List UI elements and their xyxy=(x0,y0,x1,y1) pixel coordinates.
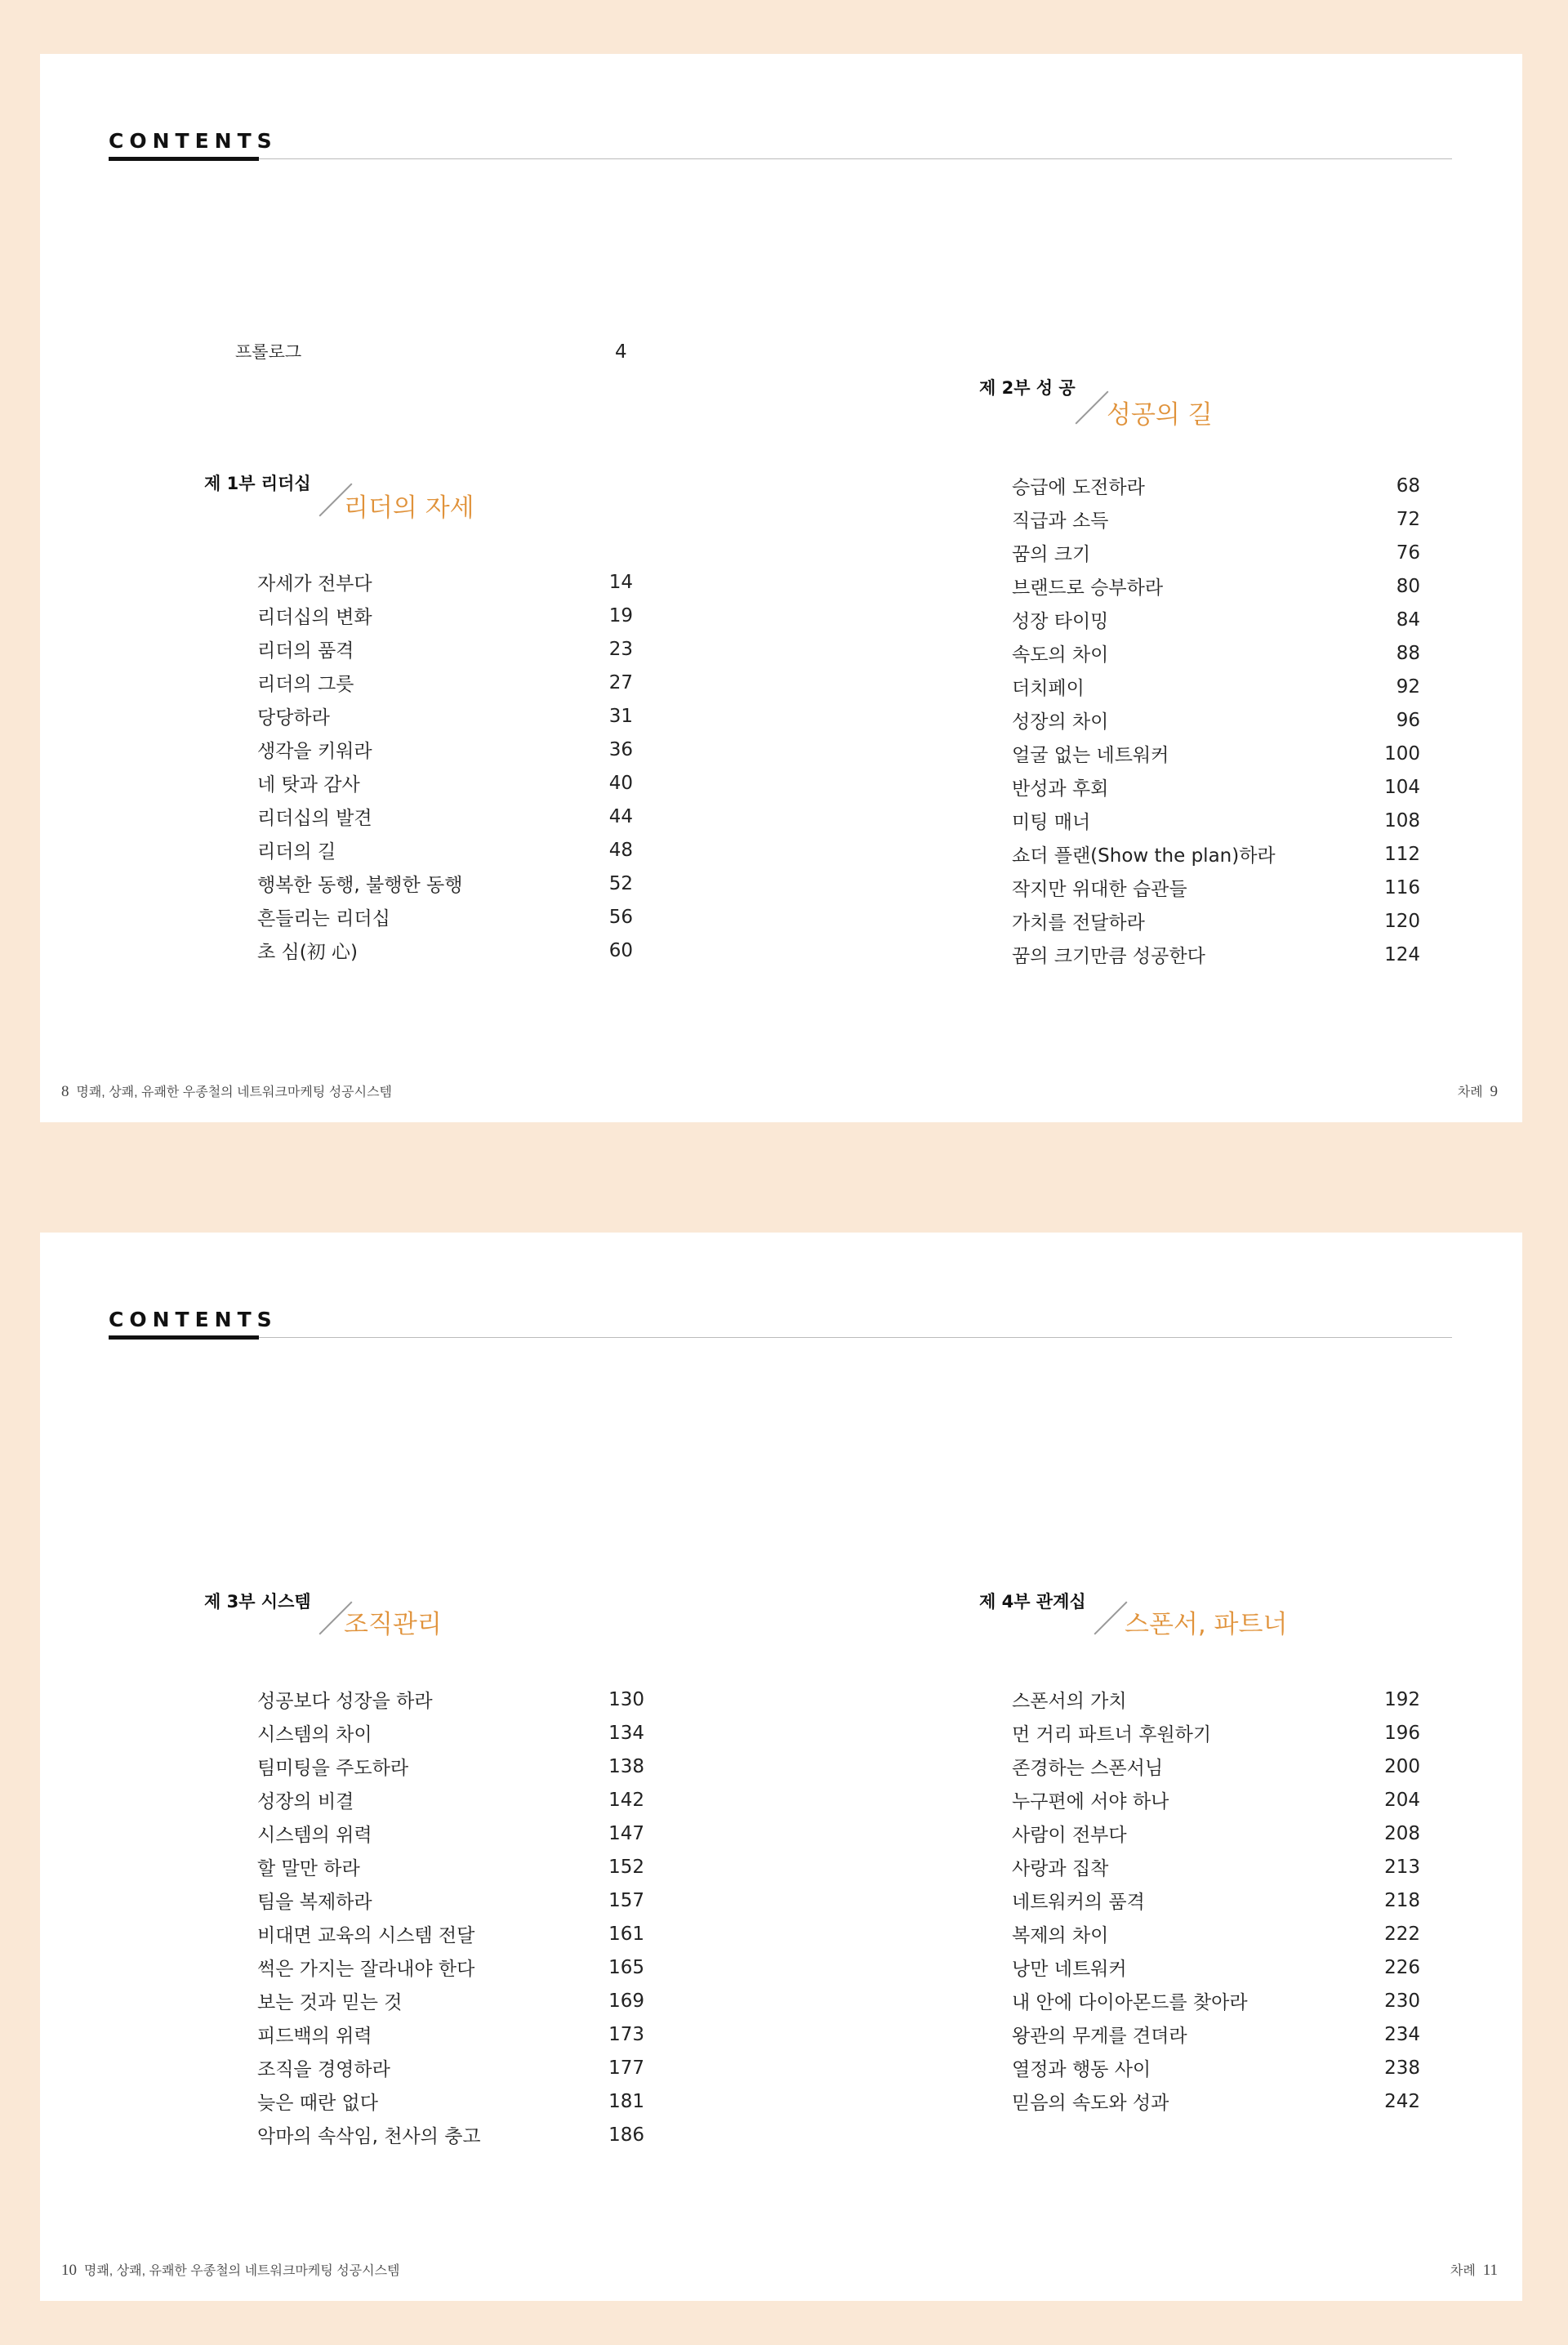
toc-entry-title: 반성과 후회 xyxy=(1012,778,1109,800)
toc-entry-title: 조직을 경영하라 xyxy=(257,2059,390,2080)
toc-entry xyxy=(257,635,633,669)
toc-entry-page: 36 xyxy=(608,739,633,760)
toc-entry-title: 성장의 차이 xyxy=(1012,711,1109,733)
toc-entry xyxy=(257,870,633,903)
toc-entry xyxy=(257,2088,644,2121)
toc-entry-title: 믿음의 속도와 성과 xyxy=(1012,2093,1169,2114)
toc-entry xyxy=(1012,1686,1420,1719)
toc-entry-title: 할 말만 하라 xyxy=(257,1858,360,1879)
footer-left xyxy=(61,1081,392,1101)
toc-entry-page: 84 xyxy=(1396,609,1420,631)
part-title: 스폰서, 파트너 xyxy=(1125,1610,1288,1639)
toc-entry xyxy=(1012,1786,1420,1820)
toc-entry-title: 팀미팅을 주도하라 xyxy=(257,1758,409,1779)
page-number: 11 xyxy=(1482,2262,1498,2279)
toc-entry xyxy=(1012,1887,1420,1920)
toc-entry-page: 230 xyxy=(1384,1991,1420,2012)
toc-entry-title: 썩은 가지는 잘라내야 한다 xyxy=(257,1959,475,1980)
toc-entry-title: 리더십의 발견 xyxy=(257,808,372,829)
prologue-title: 프롤로그 xyxy=(235,342,302,362)
toc-entry-page: 23 xyxy=(608,639,633,660)
toc-entry-page: 222 xyxy=(1384,1924,1420,1945)
toc-entry-title: 리더십의 변화 xyxy=(257,607,372,628)
toc-entry-title: 비대면 교육의 시스템 전달 xyxy=(257,1925,475,1946)
toc-entry xyxy=(257,602,633,635)
toc-entry-page: 19 xyxy=(608,605,633,626)
footer-right xyxy=(1450,2260,1498,2280)
toc-entry xyxy=(1012,907,1420,941)
toc-entry-page: 192 xyxy=(1384,1689,1420,1710)
toc-entry xyxy=(1012,472,1420,506)
toc-list-part2 xyxy=(1012,472,1420,974)
toc-entry-page: 68 xyxy=(1396,475,1420,497)
part-label: 제 2부 성 공 xyxy=(979,378,1076,398)
toc-entry xyxy=(257,2021,644,2054)
toc-entry-title: 속도의 차이 xyxy=(1012,644,1109,666)
toc-entry-page: 200 xyxy=(1384,1756,1420,1777)
toc-entry-title: 쇼더 플랜(Show the plan)하라 xyxy=(1012,845,1276,867)
contents-spread-2 xyxy=(40,1233,1522,2301)
toc-entry-title: 피드백의 위력 xyxy=(257,2026,372,2047)
toc-entry xyxy=(257,1887,644,1920)
part-title: 성공의 길 xyxy=(1107,400,1213,430)
toc-entry-title: 먼 거리 파트너 후원하기 xyxy=(1012,1724,1212,1745)
toc-entry-page: 80 xyxy=(1396,576,1420,597)
toc-entry-title: 브랜드로 승부하라 xyxy=(1012,577,1164,599)
header-underline-bar xyxy=(109,1335,259,1340)
toc-entry-page: 161 xyxy=(608,1924,644,1945)
toc-list-part1 xyxy=(257,568,633,970)
toc-entry xyxy=(1012,1753,1420,1786)
toc-entry-page: 112 xyxy=(1384,844,1420,865)
toc-entry-title: 사랑과 집착 xyxy=(1012,1858,1109,1879)
toc-entry-page: 134 xyxy=(608,1723,644,1744)
toc-entry-page: 204 xyxy=(1384,1790,1420,1811)
toc-entry-title: 네 탓과 감사 xyxy=(257,774,360,796)
toc-entry-page: 108 xyxy=(1384,810,1420,831)
toc-entry-page: 44 xyxy=(608,806,633,827)
toc-entry-title: 승급에 도전하라 xyxy=(1012,477,1145,498)
toc-entry-page: 14 xyxy=(608,572,633,593)
toc-entry xyxy=(1012,807,1420,840)
toc-entry xyxy=(257,702,633,736)
toc-entry xyxy=(257,2121,644,2155)
toc-entry xyxy=(1012,573,1420,606)
toc-entry xyxy=(1012,840,1420,874)
toc-entry-page: 181 xyxy=(608,2091,644,2112)
header-rule xyxy=(109,1337,1452,1338)
part-title: 리더의 자세 xyxy=(344,493,474,523)
toc-entry-title: 생각을 키워라 xyxy=(257,741,372,762)
toc-entry-title: 리더의 품격 xyxy=(257,640,354,662)
toc-entry xyxy=(1012,740,1420,773)
header-rule xyxy=(109,158,1452,159)
toc-entry xyxy=(1012,941,1420,974)
toc-entry-page: 96 xyxy=(1396,710,1420,731)
page-number: 10 xyxy=(61,2262,77,2279)
section-name: 차례 xyxy=(1450,2264,1476,2278)
toc-entry xyxy=(257,769,633,803)
contents-header: CONTENTS xyxy=(109,129,278,153)
toc-entry-page: 173 xyxy=(608,2024,644,2045)
toc-entry xyxy=(257,1920,644,1954)
toc-entry xyxy=(1012,2088,1420,2121)
toc-entry xyxy=(257,568,633,602)
toc-entry-page: 76 xyxy=(1396,542,1420,564)
toc-entry xyxy=(1012,2054,1420,2088)
toc-entry-title: 시스템의 위력 xyxy=(257,1825,372,1846)
toc-entry xyxy=(1012,1954,1420,1987)
part-label: 제 3부 시스템 xyxy=(204,1592,311,1612)
toc-entry-title: 누구편에 서야 하나 xyxy=(1012,1791,1169,1812)
toc-entry-title: 자세가 전부다 xyxy=(257,573,372,595)
toc-entry-title: 초 심(初 心) xyxy=(257,942,359,963)
toc-entry-page: 40 xyxy=(608,773,633,794)
toc-list-part3 xyxy=(257,1686,644,2155)
toc-entry xyxy=(257,1786,644,1820)
toc-list-part4 xyxy=(1012,1686,1420,2121)
toc-entry xyxy=(1012,874,1420,907)
part-label: 제 4부 관계십 xyxy=(979,1592,1086,1612)
toc-entry-title: 낭만 네트워커 xyxy=(1012,1959,1127,1980)
slash-divider xyxy=(1094,1601,1127,1634)
toc-entry-title: 미팅 매너 xyxy=(1012,812,1091,833)
toc-entry-page: 72 xyxy=(1396,509,1420,530)
toc-entry-title: 존경하는 스폰서님 xyxy=(1012,1758,1164,1779)
toc-entry-page: 165 xyxy=(608,1957,644,1978)
toc-entry-title: 꿈의 크기만큼 성공한다 xyxy=(1012,946,1205,967)
toc-entry-title: 악마의 속삭임, 천사의 충고 xyxy=(257,2126,481,2147)
toc-entry-title: 꿈의 크기 xyxy=(1012,544,1091,565)
toc-entry-page: 177 xyxy=(608,2057,644,2079)
toc-entry-title: 성장의 비결 xyxy=(257,1791,354,1812)
toc-entry-title: 작지만 위대한 습관들 xyxy=(1012,879,1187,900)
toc-entry xyxy=(1012,640,1420,673)
toc-entry xyxy=(1012,1920,1420,1954)
page-number: 9 xyxy=(1490,1083,1498,1100)
toc-entry-page: 27 xyxy=(608,672,633,693)
toc-entry-page: 238 xyxy=(1384,2057,1420,2079)
toc-entry xyxy=(257,1853,644,1887)
header-underline-bar xyxy=(109,157,259,161)
toc-entry-page: 56 xyxy=(608,907,633,928)
toc-entry xyxy=(257,1820,644,1853)
toc-entry-page: 100 xyxy=(1384,743,1420,765)
toc-entry xyxy=(257,1954,644,1987)
toc-entry-page: 130 xyxy=(608,1689,644,1710)
toc-entry-page: 208 xyxy=(1384,1823,1420,1844)
toc-entry-page: 120 xyxy=(1384,911,1420,932)
toc-entry-title: 왕관의 무게를 견뎌라 xyxy=(1012,2026,1187,2047)
toc-entry-title: 열정과 행동 사이 xyxy=(1012,2059,1152,2080)
toc-entry-page: 169 xyxy=(608,1991,644,2012)
toc-entry-page: 242 xyxy=(1384,2091,1420,2112)
toc-entry-page: 124 xyxy=(1384,944,1420,965)
book-title: 명쾌, 상쾌, 유쾌한 우종철의 네트워크마케팅 성공시스템 xyxy=(83,2264,400,2278)
toc-entry-title: 리더의 길 xyxy=(257,841,336,863)
toc-entry xyxy=(1012,506,1420,539)
toc-entry-title: 리더의 그릇 xyxy=(257,674,354,695)
toc-entry xyxy=(1012,673,1420,707)
toc-entry-title: 팀을 복제하라 xyxy=(257,1892,372,1913)
toc-entry xyxy=(257,1719,644,1753)
toc-entry-title: 보는 것과 믿는 것 xyxy=(257,1992,403,2013)
toc-entry-page: 88 xyxy=(1396,643,1420,664)
toc-entry xyxy=(257,803,633,836)
toc-entry-page: 52 xyxy=(608,873,633,894)
toc-entry-title: 사람이 전부다 xyxy=(1012,1825,1127,1846)
toc-entry-title: 내 안에 다이아몬드를 찾아라 xyxy=(1012,1992,1248,2013)
toc-entry-title: 네트워커의 품격 xyxy=(1012,1892,1145,1913)
toc-entry-title: 직급과 소득 xyxy=(1012,510,1109,532)
toc-entry-title: 성공보다 성장을 하라 xyxy=(257,1691,433,1712)
toc-entry-page: 226 xyxy=(1384,1957,1420,1978)
toc-entry-page: 142 xyxy=(608,1790,644,1811)
toc-entry-title: 흔들리는 리더십 xyxy=(257,908,390,930)
toc-entry xyxy=(1012,539,1420,573)
toc-entry-title: 당당하라 xyxy=(257,707,330,729)
part-label: 제 1부 리더십 xyxy=(204,474,311,493)
toc-entry-page: 92 xyxy=(1396,676,1420,698)
footer-right xyxy=(1458,1081,1498,1101)
toc-entry xyxy=(257,836,633,870)
toc-entry xyxy=(257,1686,644,1719)
toc-entry-page: 138 xyxy=(608,1756,644,1777)
contents-spread-1 xyxy=(40,54,1522,1122)
contents-header: CONTENTS xyxy=(109,1308,278,1331)
toc-entry-title: 스폰서의 가치 xyxy=(1012,1691,1127,1712)
toc-entry-page: 31 xyxy=(608,706,633,727)
toc-entry-page: 147 xyxy=(608,1823,644,1844)
prologue-page: 4 xyxy=(615,341,627,363)
toc-entry-page: 234 xyxy=(1384,2024,1420,2045)
toc-entry xyxy=(1012,606,1420,640)
toc-entry-title: 시스템의 차이 xyxy=(257,1724,372,1745)
slash-divider xyxy=(1075,390,1108,424)
toc-entry xyxy=(1012,2021,1420,2054)
toc-entry-title: 성장 타이밍 xyxy=(1012,611,1109,632)
page-number: 8 xyxy=(61,1083,69,1100)
section-name: 차례 xyxy=(1457,1086,1483,1099)
toc-entry xyxy=(1012,1987,1420,2021)
toc-entry xyxy=(257,1753,644,1786)
toc-entry-page: 116 xyxy=(1384,877,1420,898)
toc-entry-page: 218 xyxy=(1384,1890,1420,1911)
toc-entry xyxy=(257,669,633,702)
toc-entry-page: 104 xyxy=(1384,777,1420,798)
toc-entry-title: 행복한 동행, 불행한 동행 xyxy=(257,875,463,896)
toc-entry-page: 60 xyxy=(608,940,633,961)
toc-entry xyxy=(257,1987,644,2021)
toc-entry xyxy=(1012,773,1420,807)
book-title: 명쾌, 상쾌, 유쾌한 우종철의 네트워크마케팅 성공시스템 xyxy=(76,1086,392,1099)
toc-entry-page: 213 xyxy=(1384,1857,1420,1878)
toc-entry-title: 더치페이 xyxy=(1012,678,1085,699)
toc-entry xyxy=(1012,1853,1420,1887)
footer-left xyxy=(61,2260,400,2280)
toc-entry-title: 늦은 때란 없다 xyxy=(257,2093,378,2114)
toc-entry xyxy=(257,937,633,970)
toc-entry xyxy=(1012,1820,1420,1853)
toc-entry-page: 48 xyxy=(608,840,633,861)
toc-entry-title: 복제의 차이 xyxy=(1012,1925,1109,1946)
toc-entry xyxy=(1012,707,1420,740)
toc-entry xyxy=(1012,1719,1420,1753)
toc-entry-title: 가치를 전달하라 xyxy=(1012,912,1145,934)
toc-entry-title: 얼굴 없는 네트워커 xyxy=(1012,745,1169,766)
toc-entry xyxy=(257,736,633,769)
toc-entry-page: 152 xyxy=(608,1857,644,1878)
toc-entry xyxy=(257,2054,644,2088)
part-title: 조직관리 xyxy=(344,1610,442,1639)
toc-entry xyxy=(257,903,633,937)
toc-entry-page: 157 xyxy=(608,1890,644,1911)
toc-entry-page: 186 xyxy=(608,2124,644,2146)
toc-entry-page: 196 xyxy=(1384,1723,1420,1744)
